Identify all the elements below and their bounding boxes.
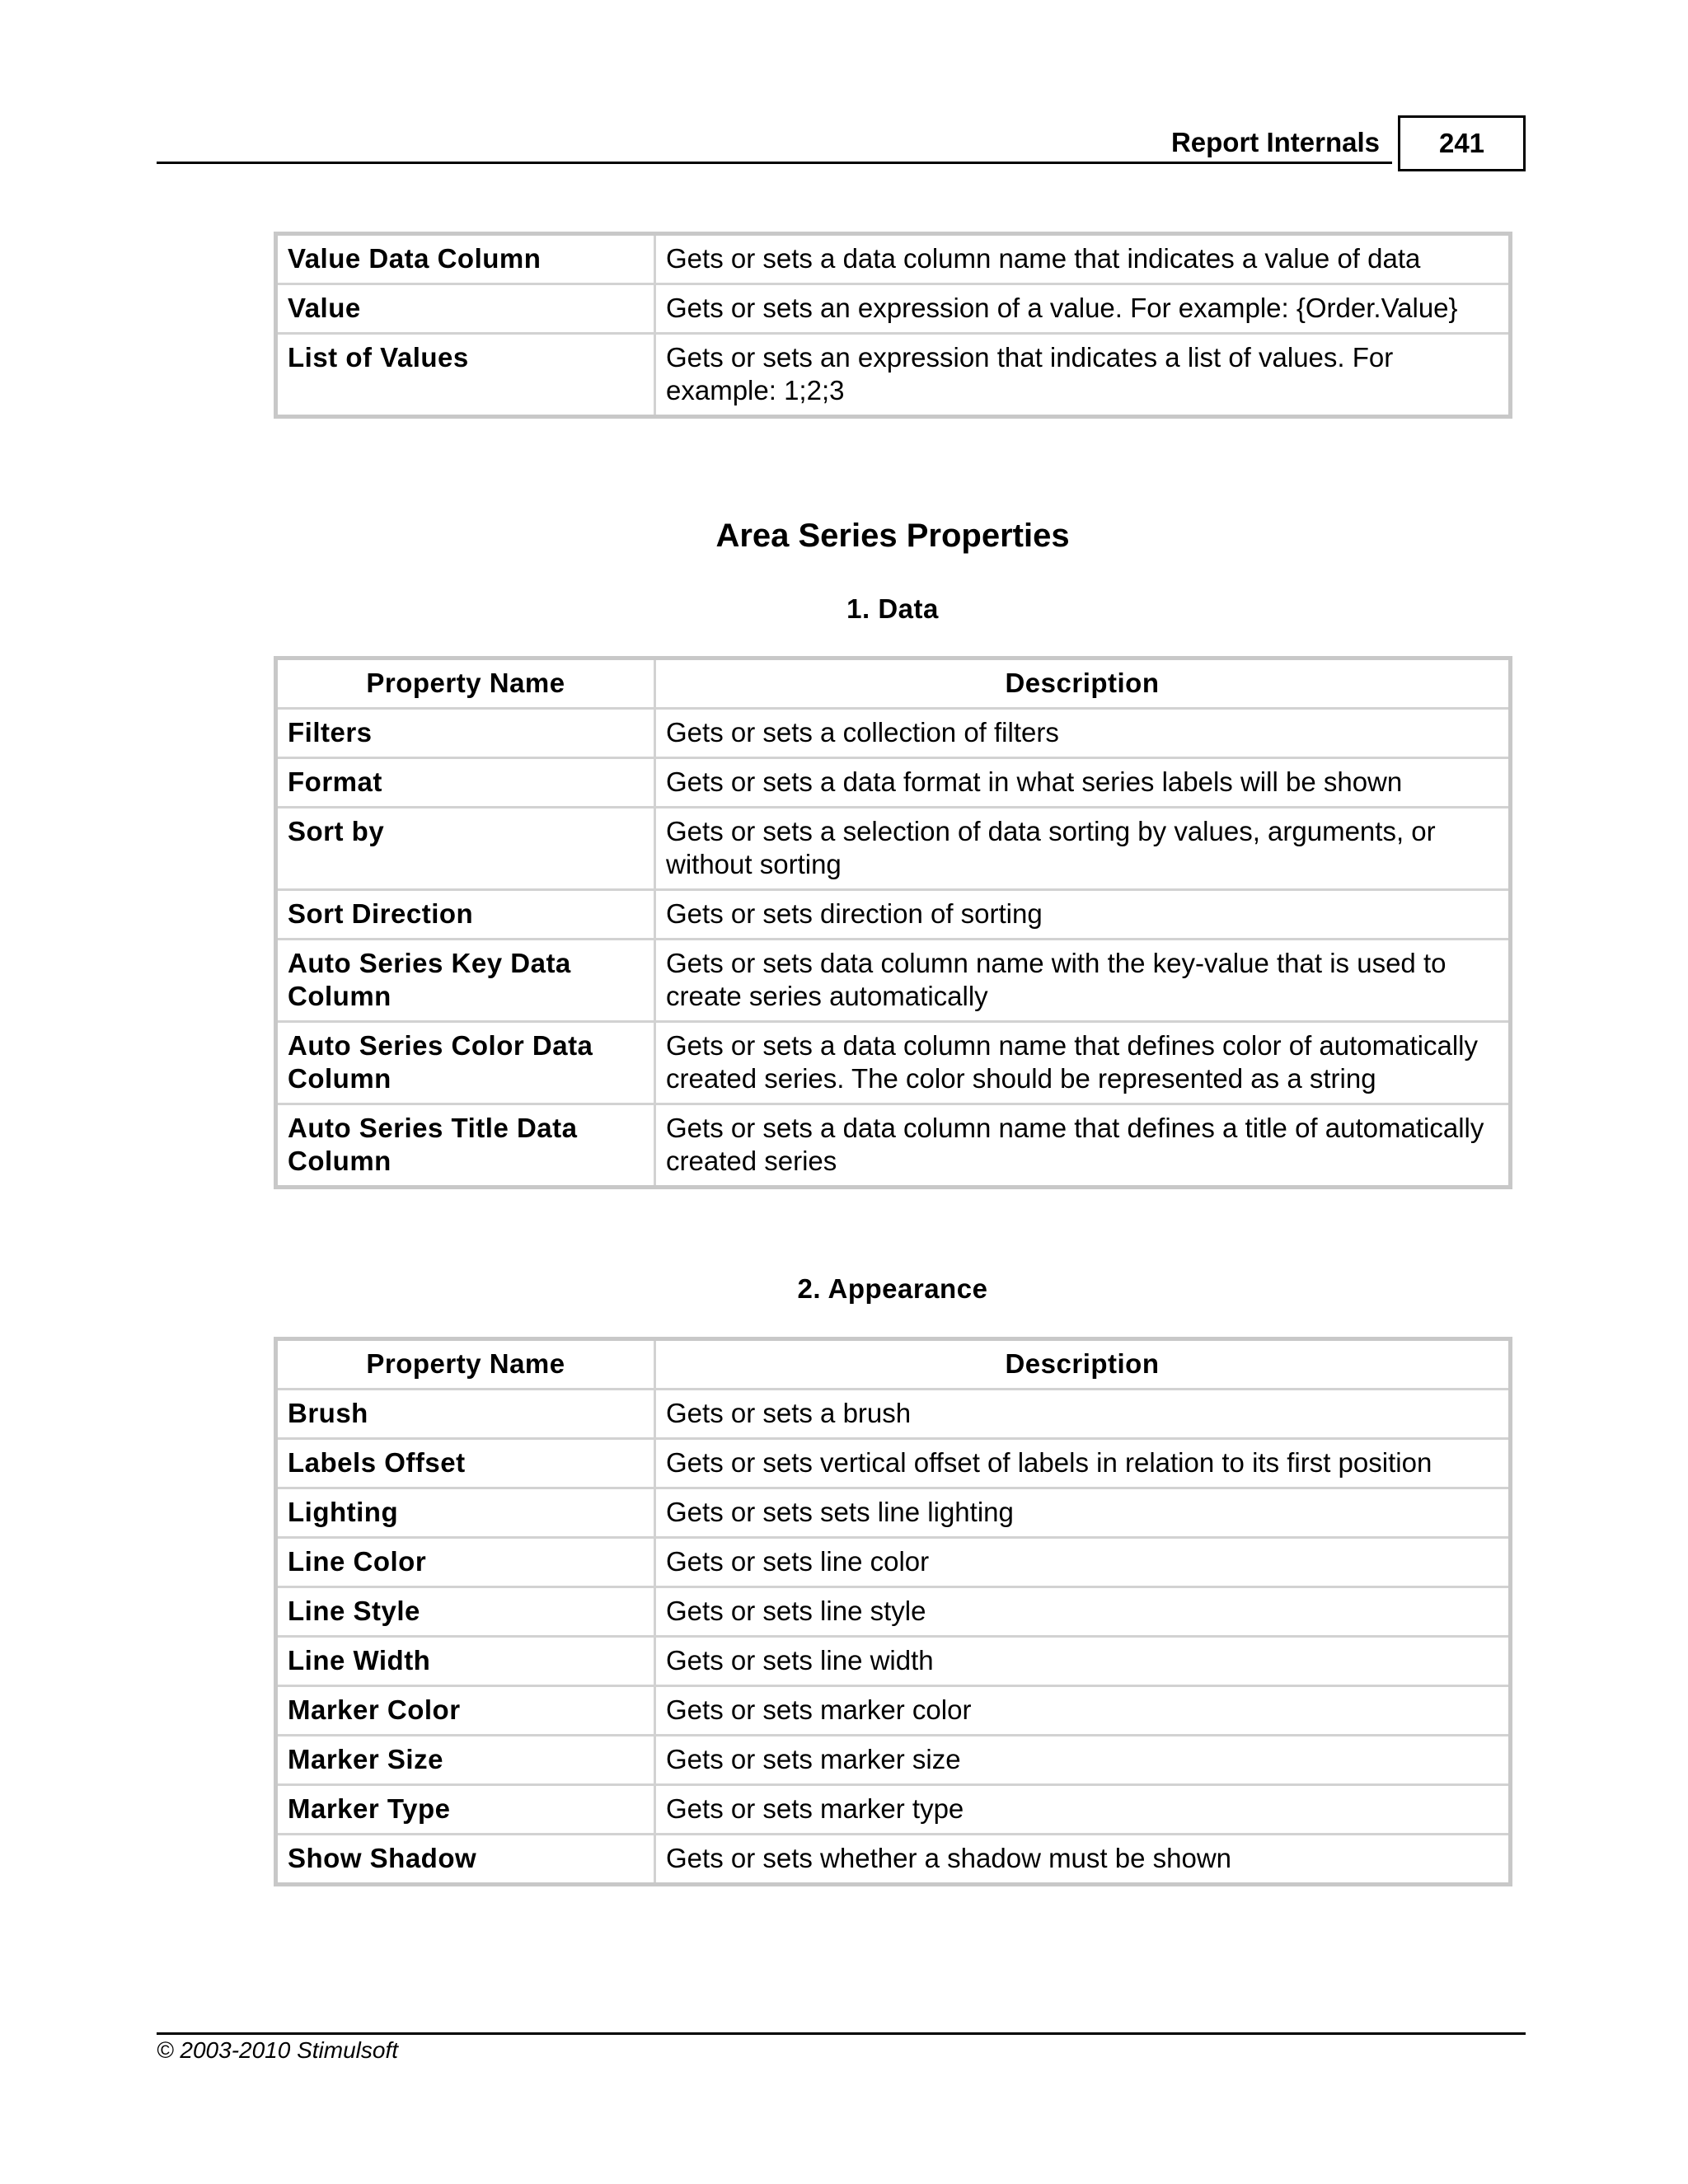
property-description: Gets or sets direction of sorting bbox=[655, 890, 1511, 940]
table-header-row bbox=[276, 658, 1511, 709]
table-row bbox=[276, 234, 1511, 284]
header-rule bbox=[157, 162, 1392, 164]
header-title: Report Internals bbox=[1170, 127, 1380, 157]
property-name: Sort Direction bbox=[276, 890, 655, 940]
table-row bbox=[276, 1637, 1511, 1686]
page-number: 241 bbox=[1398, 115, 1526, 171]
property-name: Auto Series Color Data Column bbox=[276, 1022, 655, 1104]
property-description: Gets or sets data column name with the key-value that is used to create series automatically bbox=[655, 940, 1511, 1022]
property-description: Gets or sets a data column name that defines color of automatically created series. The color should be represented as a string bbox=[655, 1022, 1511, 1104]
table-row bbox=[276, 1439, 1511, 1488]
property-name: Value Data Column bbox=[276, 234, 655, 284]
top-property-table bbox=[274, 232, 1512, 419]
appearance-subsection-title: 2. Appearance bbox=[797, 1273, 988, 1304]
property-description: Gets or sets a data format in what series labels will be shown bbox=[655, 758, 1511, 808]
data-subsection-title: 1. Data bbox=[846, 593, 939, 624]
property-description: Gets or sets sets line lighting bbox=[655, 1488, 1511, 1538]
property-description: Gets or sets a data column name that indicates a value of data bbox=[655, 234, 1511, 284]
column-header-description: Description bbox=[655, 658, 1511, 709]
property-name: Marker Color bbox=[276, 1686, 655, 1736]
table-row bbox=[276, 1488, 1511, 1538]
property-name: List of Values bbox=[276, 334, 655, 417]
property-name: Auto Series Title Data Column bbox=[276, 1104, 655, 1188]
table-row bbox=[276, 940, 1511, 1022]
property-name: Show Shadow bbox=[276, 1835, 655, 1885]
table-row bbox=[276, 1587, 1511, 1637]
column-header-property-name: Property Name bbox=[276, 1339, 655, 1390]
table-row bbox=[276, 284, 1511, 334]
column-header-property-name: Property Name bbox=[276, 658, 655, 709]
table-row bbox=[276, 1686, 1511, 1736]
table-header-row bbox=[276, 1339, 1511, 1390]
property-name: Value bbox=[276, 284, 655, 334]
property-description: Gets or sets a brush bbox=[655, 1390, 1511, 1439]
table-row bbox=[276, 1390, 1511, 1439]
property-name: Format bbox=[276, 758, 655, 808]
property-name: Line Style bbox=[276, 1587, 655, 1637]
property-name: Line Color bbox=[276, 1538, 655, 1587]
property-description: Gets or sets marker color bbox=[655, 1686, 1511, 1736]
table-row bbox=[276, 1022, 1511, 1104]
property-name: Marker Size bbox=[276, 1736, 655, 1785]
property-description: Gets or sets a selection of data sorting by values, arguments, or without sorting bbox=[655, 808, 1511, 890]
appearance-property-table bbox=[274, 1337, 1512, 1886]
property-name: Line Width bbox=[276, 1637, 655, 1686]
property-description: Gets or sets line color bbox=[655, 1538, 1511, 1587]
data-property-table bbox=[274, 656, 1512, 1189]
footer-copyright: © 2003-2010 Stimulsoft bbox=[157, 2037, 399, 2063]
page-header bbox=[157, 115, 1526, 175]
property-name: Filters bbox=[276, 709, 655, 758]
table-row bbox=[276, 709, 1511, 758]
table-row bbox=[276, 808, 1511, 890]
property-name: Labels Offset bbox=[276, 1439, 655, 1488]
table-row bbox=[276, 1538, 1511, 1587]
property-description: Gets or sets a data column name that defines a title of automatically created series bbox=[655, 1104, 1511, 1188]
property-name: Sort by bbox=[276, 808, 655, 890]
property-description: Gets or sets an expression of a value. For example: {Order.Value} bbox=[655, 284, 1511, 334]
table-row bbox=[276, 334, 1511, 417]
property-name: Lighting bbox=[276, 1488, 655, 1538]
property-description: Gets or sets whether a shadow must be shown bbox=[655, 1835, 1511, 1885]
property-name: Auto Series Key Data Column bbox=[276, 940, 655, 1022]
property-description: Gets or sets an expression that indicates a list of values. For example: 1;2;3 bbox=[655, 334, 1511, 417]
table-row bbox=[276, 1835, 1511, 1885]
property-description: Gets or sets vertical offset of labels in relation to its first position bbox=[655, 1439, 1511, 1488]
property-description: Gets or sets marker type bbox=[655, 1785, 1511, 1835]
property-description: Gets or sets marker size bbox=[655, 1736, 1511, 1785]
footer-rule bbox=[157, 2032, 1526, 2035]
property-description: Gets or sets line width bbox=[655, 1637, 1511, 1686]
table-row bbox=[276, 1736, 1511, 1785]
property-name: Marker Type bbox=[276, 1785, 655, 1835]
table-row bbox=[276, 758, 1511, 808]
property-description: Gets or sets a collection of filters bbox=[655, 709, 1511, 758]
table-row bbox=[276, 1785, 1511, 1835]
property-name: Brush bbox=[276, 1390, 655, 1439]
table-row bbox=[276, 890, 1511, 940]
column-header-description: Description bbox=[655, 1339, 1511, 1390]
table-row bbox=[276, 1104, 1511, 1188]
section-title: Area Series Properties bbox=[715, 518, 1070, 554]
property-description: Gets or sets line style bbox=[655, 1587, 1511, 1637]
